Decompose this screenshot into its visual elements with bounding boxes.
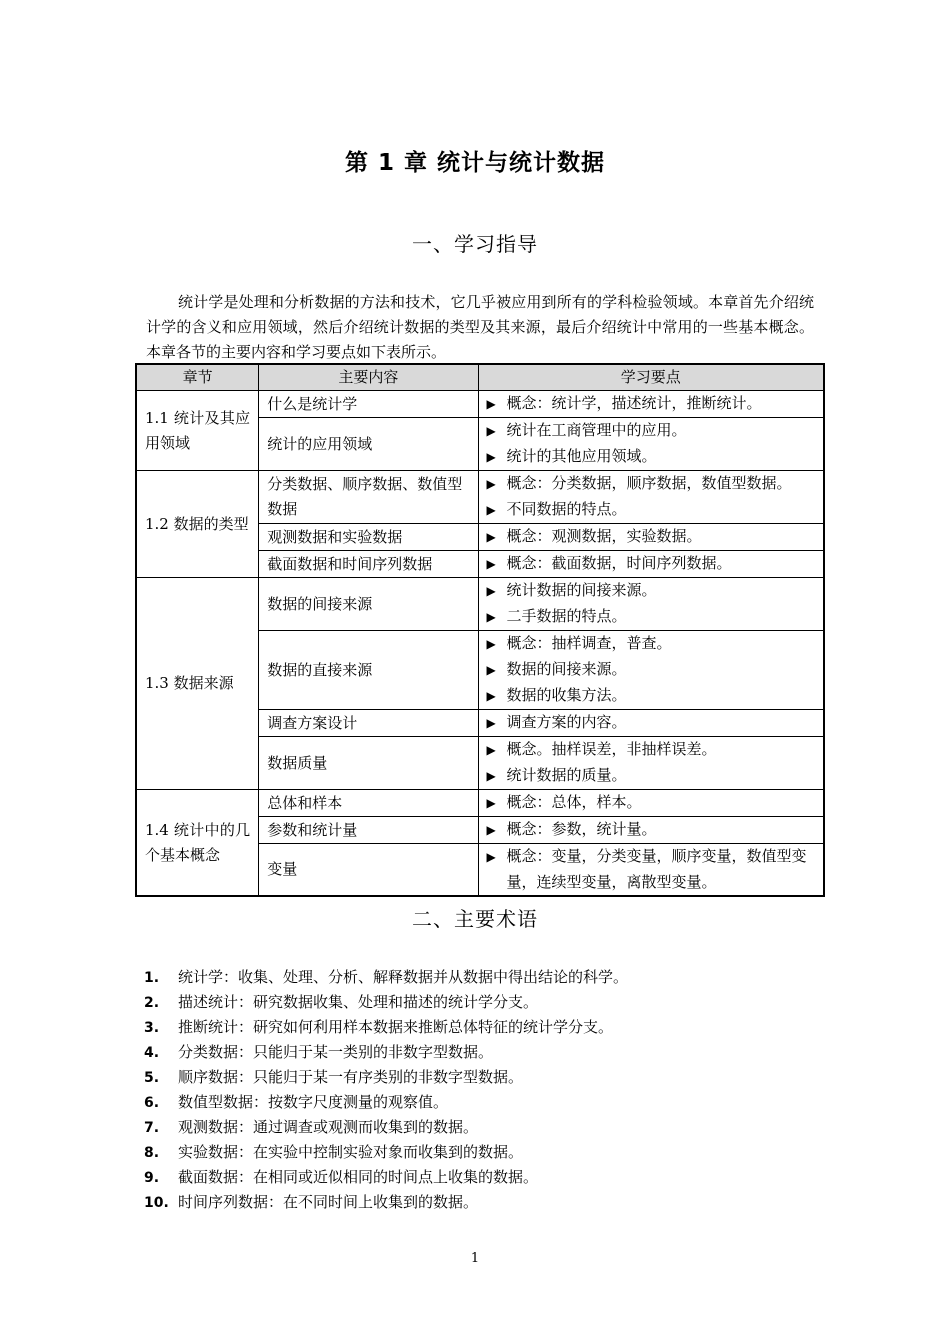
bullet-arrow-icon: ▶ (486, 610, 496, 624)
bullet-arrow-icon: ▶ (486, 769, 496, 783)
term-definition: 时间序列数据：在不同时间上收集到的数据。 (178, 1193, 479, 1211)
key-point-text: 统计数据的间接来源。 (506, 581, 657, 599)
header-content: 主要内容 (259, 364, 478, 391)
key-point (487, 418, 815, 444)
bullet-arrow-icon: ▶ (486, 530, 496, 544)
key-point (487, 683, 815, 709)
bullet-arrow-icon: ▶ (486, 689, 496, 703)
points-cell (478, 418, 824, 471)
points-cell (478, 737, 824, 790)
term-number: 1. (144, 970, 160, 986)
term-item (144, 1140, 824, 1165)
chapter-cell: 1.2 数据的类型 (136, 471, 259, 578)
key-point-text: 概念：分类数据，顺序数据，数值型数据。 (506, 474, 792, 492)
term-number: 5. (144, 1070, 160, 1086)
term-number: 2. (144, 995, 160, 1011)
term-definition: 观测数据：通过调查或观测而收集到的数据。 (178, 1118, 479, 1136)
key-point-text: 数据的收集方法。 (506, 686, 627, 704)
term-item (144, 1065, 824, 1090)
term-number: 7. (144, 1120, 160, 1136)
term-definition: 数值型数据：按数字尺度测量的观察值。 (178, 1093, 449, 1111)
header-points: 学习要点 (478, 364, 824, 391)
term-definition: 截面数据：在相同或近似相同的时间点上收集的数据。 (178, 1168, 539, 1186)
bullet-arrow-icon: ▶ (486, 743, 496, 757)
key-point (487, 710, 815, 736)
content-cell: 数据质量 (259, 737, 478, 790)
study-guide-table (135, 363, 825, 897)
term-item (144, 1115, 824, 1140)
key-terms-list (144, 965, 824, 1215)
term-item (144, 1190, 824, 1215)
term-definition: 分类数据：只能归于某一类别的非数字型数据。 (178, 1043, 494, 1061)
key-point (487, 391, 815, 417)
bullet-arrow-icon: ▶ (486, 716, 496, 730)
term-definition: 顺序数据：只能归于某一有序类别的非数字型数据。 (178, 1068, 524, 1086)
points-cell (478, 578, 824, 631)
section-title-study-guide: 一、学习指导 (412, 232, 538, 256)
key-point (487, 657, 815, 683)
key-point-text: 不同数据的特点。 (506, 500, 627, 518)
header-chapter: 章节 (136, 364, 259, 391)
key-point (487, 790, 815, 816)
key-point-text: 概念：抽样调查，普查。 (506, 634, 672, 652)
bullet-arrow-icon: ▶ (486, 584, 496, 598)
term-number: 4. (144, 1045, 160, 1061)
content-cell: 截面数据和时间序列数据 (259, 551, 478, 578)
key-point-text: 概念：统计学，描述统计，推断统计。 (506, 394, 762, 412)
key-point (487, 578, 815, 604)
bullet-arrow-icon: ▶ (486, 637, 496, 651)
key-point-text: 概念：变量，分类变量，顺序变量，数值型变量，连续型变量，离散型变量。 (506, 847, 807, 891)
key-point-text: 概念：截面数据，时间序列数据。 (506, 554, 732, 572)
key-point (487, 551, 815, 577)
content-cell: 统计的应用领域 (259, 418, 478, 471)
content-cell: 观测数据和实验数据 (259, 524, 478, 551)
key-point-text: 二手数据的特点。 (506, 607, 627, 625)
key-point (487, 471, 815, 497)
term-definition: 实验数据：在实验中控制实验对象而收集到的数据。 (178, 1143, 524, 1161)
key-point (487, 444, 815, 470)
term-definition: 推断统计：研究如何利用样本数据来推断总体特征的统计学分支。 (178, 1018, 614, 1036)
term-number: 6. (144, 1095, 160, 1111)
content-cell: 数据的直接来源 (259, 631, 478, 710)
bullet-arrow-icon: ▶ (486, 424, 496, 438)
page-number: 1 (470, 1251, 480, 1266)
key-point-text: 统计的其他应用领域。 (506, 447, 657, 465)
points-cell (478, 524, 824, 551)
key-point-text: 概念。抽样误差，非抽样误差。 (506, 740, 717, 758)
content-cell: 调查方案设计 (259, 710, 478, 737)
chapter-cell: 1.3 数据来源 (136, 578, 259, 790)
term-item (144, 1165, 824, 1190)
key-point (487, 737, 815, 763)
key-point-text: 概念：观测数据，实验数据。 (506, 527, 702, 545)
content-cell: 分类数据、顺序数据、数值型数据 (259, 471, 478, 524)
table-row (136, 471, 824, 524)
key-point (487, 604, 815, 630)
points-cell (478, 817, 824, 844)
term-number: 10. (144, 1195, 169, 1211)
intro-paragraph: 统计学是处理和分析数据的方法和技术，它几乎被应用到所有的学科检验领域。本章首先介绍统计学的含义和应用领域，然后介绍统计数据的类型及其来源，最后介绍统计中常用的一些基本概念。本章各节的主要内容和学习要点如下表所示。 (146, 293, 814, 361)
content-cell: 参数和统计量 (259, 817, 478, 844)
chapter-cell: 1.4 统计中的几个基本概念 (136, 790, 259, 897)
content-cell: 数据的间接来源 (259, 578, 478, 631)
bullet-arrow-icon: ▶ (486, 823, 496, 837)
chapter-cell: 1.1 统计及其应用领域 (136, 391, 259, 471)
bullet-arrow-icon: ▶ (486, 503, 496, 517)
term-item (144, 965, 824, 990)
bullet-arrow-icon: ▶ (486, 663, 496, 677)
term-item (144, 990, 824, 1015)
chapter-title: 第 1 章 统计与统计数据 (344, 150, 606, 176)
bullet-arrow-icon: ▶ (486, 796, 496, 810)
bullet-arrow-icon: ▶ (486, 477, 496, 491)
term-number: 3. (144, 1020, 160, 1036)
table-body (136, 391, 824, 897)
points-cell (478, 844, 824, 897)
key-point-text: 数据的间接来源。 (506, 660, 627, 678)
bullet-arrow-icon: ▶ (486, 397, 496, 411)
term-item (144, 1015, 824, 1040)
section-title-key-terms: 二、主要术语 (412, 907, 538, 931)
points-cell (478, 471, 824, 524)
term-item (144, 1090, 824, 1115)
points-cell (478, 391, 824, 418)
key-point (487, 763, 815, 789)
key-point (487, 631, 815, 657)
table-row (136, 578, 824, 631)
points-cell (478, 631, 824, 710)
content-cell: 总体和样本 (259, 790, 478, 817)
table-header-row (136, 364, 824, 391)
key-point-text: 概念：参数，统计量。 (506, 820, 657, 838)
content-cell: 什么是统计学 (259, 391, 478, 418)
content-cell: 变量 (259, 844, 478, 897)
bullet-arrow-icon: ▶ (486, 450, 496, 464)
term-definition: 统计学：收集、处理、分析、解释数据并从数据中得出结论的科学。 (178, 968, 629, 986)
term-number: 8. (144, 1145, 160, 1161)
key-point-text: 统计在工商管理中的应用。 (506, 421, 687, 439)
bullet-arrow-icon: ▶ (486, 557, 496, 571)
bullet-arrow-icon: ▶ (486, 850, 496, 864)
term-number: 9. (144, 1170, 160, 1186)
table-row (136, 790, 824, 817)
points-cell (478, 710, 824, 737)
key-point-text: 统计数据的质量。 (506, 766, 627, 784)
key-point (487, 844, 815, 895)
table-row (136, 391, 824, 418)
key-point (487, 817, 815, 843)
key-point (487, 524, 815, 550)
points-cell (478, 790, 824, 817)
points-cell (478, 551, 824, 578)
term-item (144, 1040, 824, 1065)
term-definition: 描述统计：研究数据收集、处理和描述的统计学分支。 (178, 993, 539, 1011)
key-point (487, 497, 815, 523)
key-point-text: 调查方案的内容。 (506, 713, 627, 731)
key-point-text: 概念：总体，样本。 (506, 793, 642, 811)
